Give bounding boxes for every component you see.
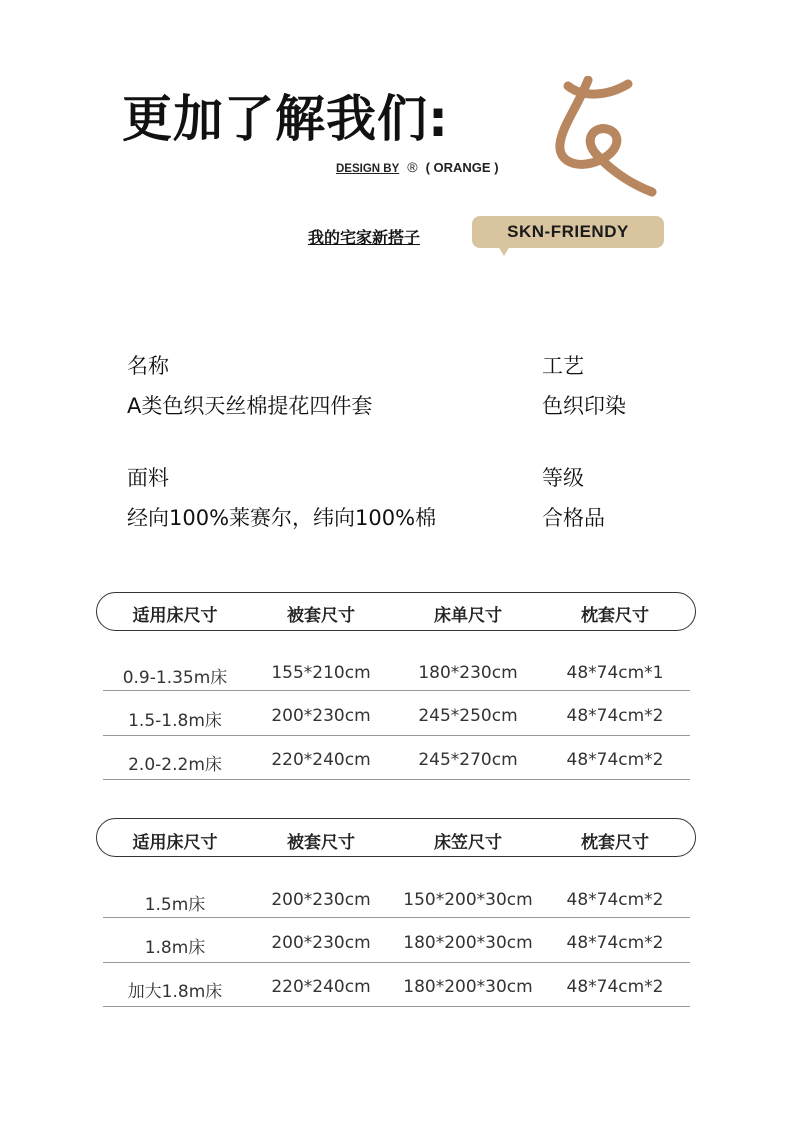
table-2-row-divider — [103, 917, 690, 918]
name-label: 名称 — [127, 354, 169, 378]
badge-label: SKN-FRIENDY — [507, 222, 629, 241]
table-2-cell: 48*74cm*2 — [566, 890, 664, 910]
table-1-cell: 200*230cm — [271, 706, 371, 726]
table-2-cell: 220*240cm — [271, 977, 371, 997]
table-2-header-fitted-sheet-size: 床笠尺寸 — [434, 833, 502, 853]
table-2-cell: 48*74cm*2 — [566, 977, 664, 997]
table-1-cell: 245*270cm — [418, 750, 518, 770]
table-1-cell: 1.5-1.8m床 — [128, 711, 222, 731]
table-2-header-duvet-size: 被套尺寸 — [287, 833, 355, 853]
design-by-label: DESIGN BY — [336, 163, 400, 175]
brand-name: ( ORANGE ) — [425, 160, 499, 175]
page-title: 更加了解我们: — [122, 90, 449, 148]
fabric-value: 经向100%莱赛尔，纬向100%棉 — [127, 506, 437, 530]
grade-value: 合格品 — [542, 506, 605, 530]
tagline: 我的宅家新搭子 — [308, 228, 421, 247]
table-1-row-divider — [103, 779, 690, 780]
table-1-header-bed-size: 适用床尺寸 — [132, 606, 218, 626]
table-2-row-divider — [103, 1006, 690, 1007]
design-credit — [336, 159, 499, 175]
table-1-row-divider — [103, 690, 690, 691]
name-value: A类色织天丝棉提花四件套 — [127, 394, 373, 418]
table-2-cell: 1.5m床 — [144, 895, 206, 915]
table-2-cell: 150*200*30cm — [403, 890, 533, 910]
table-1-cell: 0.9-1.35m床 — [122, 668, 228, 688]
table-2-cell: 48*74cm*2 — [566, 933, 664, 953]
grade-label: 等级 — [542, 466, 584, 490]
table-1-cell: 155*210cm — [271, 663, 371, 683]
brand-logo-icon — [548, 76, 658, 198]
table-1-header-sheet-size: 床单尺寸 — [434, 606, 502, 626]
table-2-header-pillowcase-size: 枕套尺寸 — [581, 833, 649, 853]
fabric-label: 面料 — [127, 466, 169, 490]
table-1-cell: 180*230cm — [418, 663, 518, 683]
table-1-cell: 220*240cm — [271, 750, 371, 770]
table-2-cell: 1.8m床 — [144, 938, 206, 958]
table-1-header-duvet-size: 被套尺寸 — [287, 606, 355, 626]
table-2-cell: 200*230cm — [271, 933, 371, 953]
table-2-header-bed-size: 适用床尺寸 — [132, 833, 218, 853]
table-1-cell: 2.0-2.2m床 — [128, 755, 222, 775]
table-1-header-pillowcase-size: 枕套尺寸 — [581, 606, 649, 626]
table-2-cell: 加大1.8m床 — [127, 982, 223, 1002]
table-1-cell: 48*74cm*2 — [566, 750, 664, 770]
craft-label: 工艺 — [542, 354, 584, 378]
table-1-cell: 245*250cm — [418, 706, 518, 726]
registered-mark: ® — [407, 159, 418, 175]
table-2-cell: 180*200*30cm — [403, 977, 533, 997]
table-2-cell: 180*200*30cm — [403, 933, 533, 953]
table-1-cell: 48*74cm*2 — [566, 706, 664, 726]
table-1-row-divider — [103, 735, 690, 736]
table-2-cell: 200*230cm — [271, 890, 371, 910]
table-2-row-divider — [103, 962, 690, 963]
craft-value: 色织印染 — [542, 394, 626, 418]
table-1-cell: 48*74cm*1 — [566, 663, 664, 683]
